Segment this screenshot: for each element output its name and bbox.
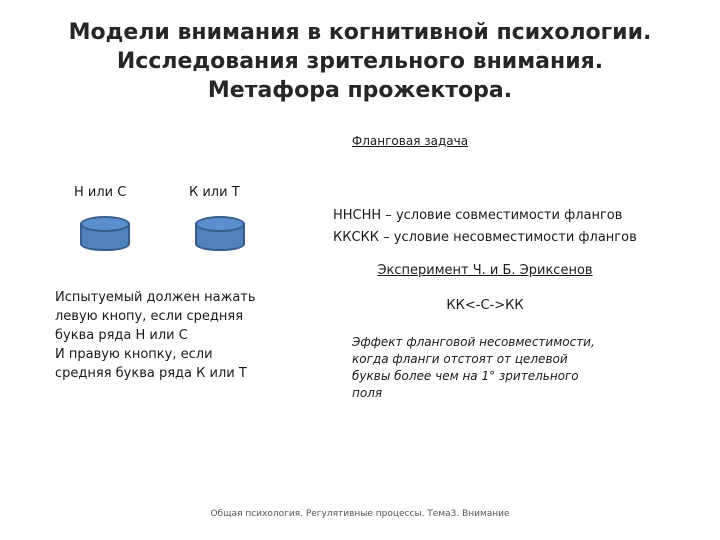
compatible-condition: ННСНН – условие совместимости флангов <box>333 208 623 223</box>
instruction-line: буква ряда Н или С <box>55 328 188 343</box>
left-button-label: Н или С <box>74 185 127 200</box>
right-button-label: К или Т <box>189 185 240 200</box>
effect-line: буквы более чем на 1° зрительного <box>352 369 579 383</box>
title-line-3: Метафора прожектора. <box>207 78 513 103</box>
instruction-line: Испытуемый должен нажать <box>55 290 256 305</box>
conditions <box>333 205 637 249</box>
instruction-line: И правую кнопку, если <box>55 347 213 362</box>
slide-title <box>40 18 680 105</box>
instruction-line: левую кнопу, если средняя <box>55 309 244 324</box>
instruction-line: средняя буква ряда К или Т <box>55 366 247 381</box>
flanker-task-heading: Фланговая задача <box>351 134 469 148</box>
slide-footer: Общая психология. Регулятивные процессы. Тема3. Внимание <box>210 509 510 519</box>
experiment-title: Эксперимент Ч. и Б. Эриксенов <box>377 263 593 278</box>
title-line-1: Модели внимания в когнитивной психологии. <box>68 20 652 45</box>
instruction-text <box>55 288 305 383</box>
effect-line: Эффект фланговой несовместимости, <box>352 335 595 349</box>
effect-line: поля <box>352 386 383 400</box>
title-line-2: Исследования зрительного внимания. <box>116 49 604 74</box>
experiment-sequence: КК<-С->КК <box>446 298 524 313</box>
incompatible-condition: ККСКК – условие несовместимости флангов <box>333 230 637 245</box>
effect-description <box>352 334 652 402</box>
right-response-button-icon <box>195 216 245 256</box>
left-response-button-icon <box>80 216 130 256</box>
effect-line: когда фланги отстоят от целевой <box>352 352 568 366</box>
